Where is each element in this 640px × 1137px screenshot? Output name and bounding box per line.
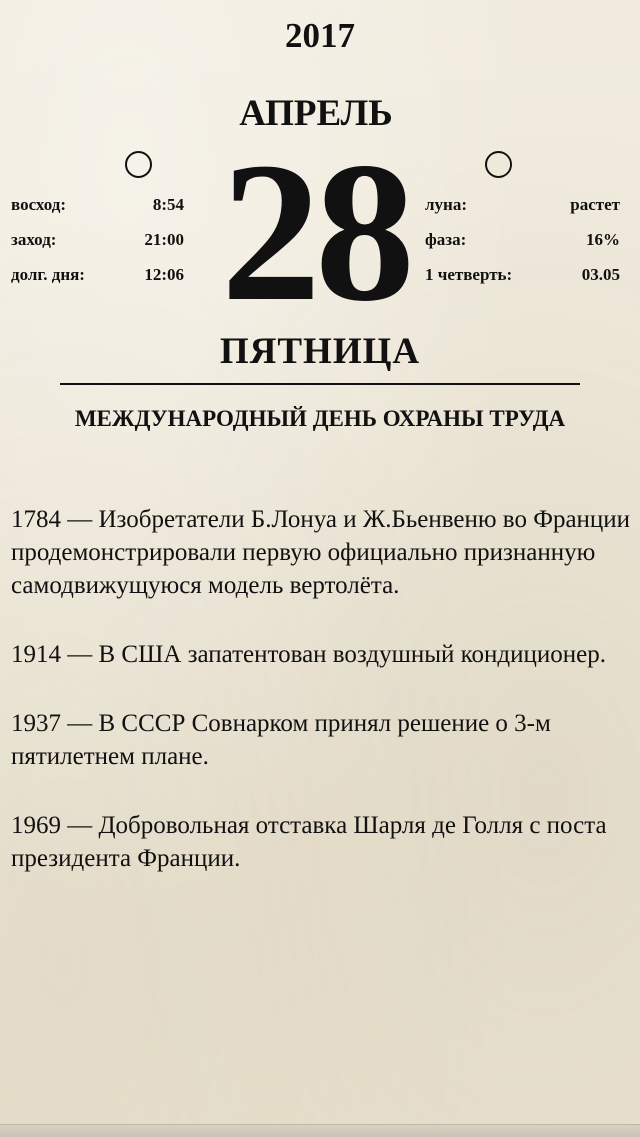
moon-phase-label: фаза: bbox=[425, 230, 467, 249]
moon-state-row bbox=[425, 195, 620, 215]
moon-phase-value: 16% bbox=[586, 230, 620, 249]
events-list bbox=[11, 503, 633, 911]
year: 2017 bbox=[285, 16, 355, 55]
moon-state-label: луна: bbox=[425, 195, 467, 214]
month: АПРЕЛЬ bbox=[239, 93, 393, 134]
moon-quarter-value: 03.05 bbox=[581, 265, 620, 284]
sunset-label: заход: bbox=[11, 230, 57, 249]
sunrise-value: 8:54 bbox=[152, 195, 184, 214]
sunset-value: 21:00 bbox=[144, 230, 184, 249]
day-length-value: 12:06 bbox=[144, 265, 184, 284]
day-length-row bbox=[11, 265, 184, 285]
divider bbox=[60, 383, 580, 385]
day-number: 28 bbox=[221, 122, 409, 343]
page-bottom-edge bbox=[0, 1124, 640, 1137]
sunset-row bbox=[11, 230, 184, 250]
moon-phase-row bbox=[425, 230, 620, 250]
sun-info bbox=[11, 195, 184, 285]
moon-phase-icon bbox=[485, 151, 512, 178]
moon-info bbox=[425, 195, 620, 285]
moon-state-value: растет bbox=[570, 195, 620, 214]
moon-quarter-label: 1 четверть: bbox=[425, 265, 513, 284]
sunrise-row bbox=[11, 195, 184, 215]
weekday: ПЯТНИЦА bbox=[219, 331, 421, 372]
day-length-label: долг. дня: bbox=[11, 265, 85, 284]
holiday-title: МЕЖДУНАРОДНЫЙ ДЕНЬ ОХРАНЫ ТРУДА bbox=[74, 406, 566, 431]
event-item: 1914 — В США запатентован воздушный кондиционер. bbox=[11, 641, 606, 668]
sun-icon bbox=[125, 151, 152, 178]
event-item: 1969 — Добровольная отставка Шарля де Голля с поста президента Франции. bbox=[11, 812, 607, 872]
event-item: 1784 — Изобретатели Б.Лонуа и Ж.Бьенвеню во Франции продемонстрировали первую официально признанную самодвижущуюся модель вертолёта. bbox=[11, 506, 631, 599]
moon-quarter-row bbox=[425, 265, 620, 285]
event-item: 1937 — В СССР Совнарком принял решение о 3-м пятилетнем плане. bbox=[11, 710, 551, 770]
sunrise-label: восход: bbox=[11, 195, 67, 214]
